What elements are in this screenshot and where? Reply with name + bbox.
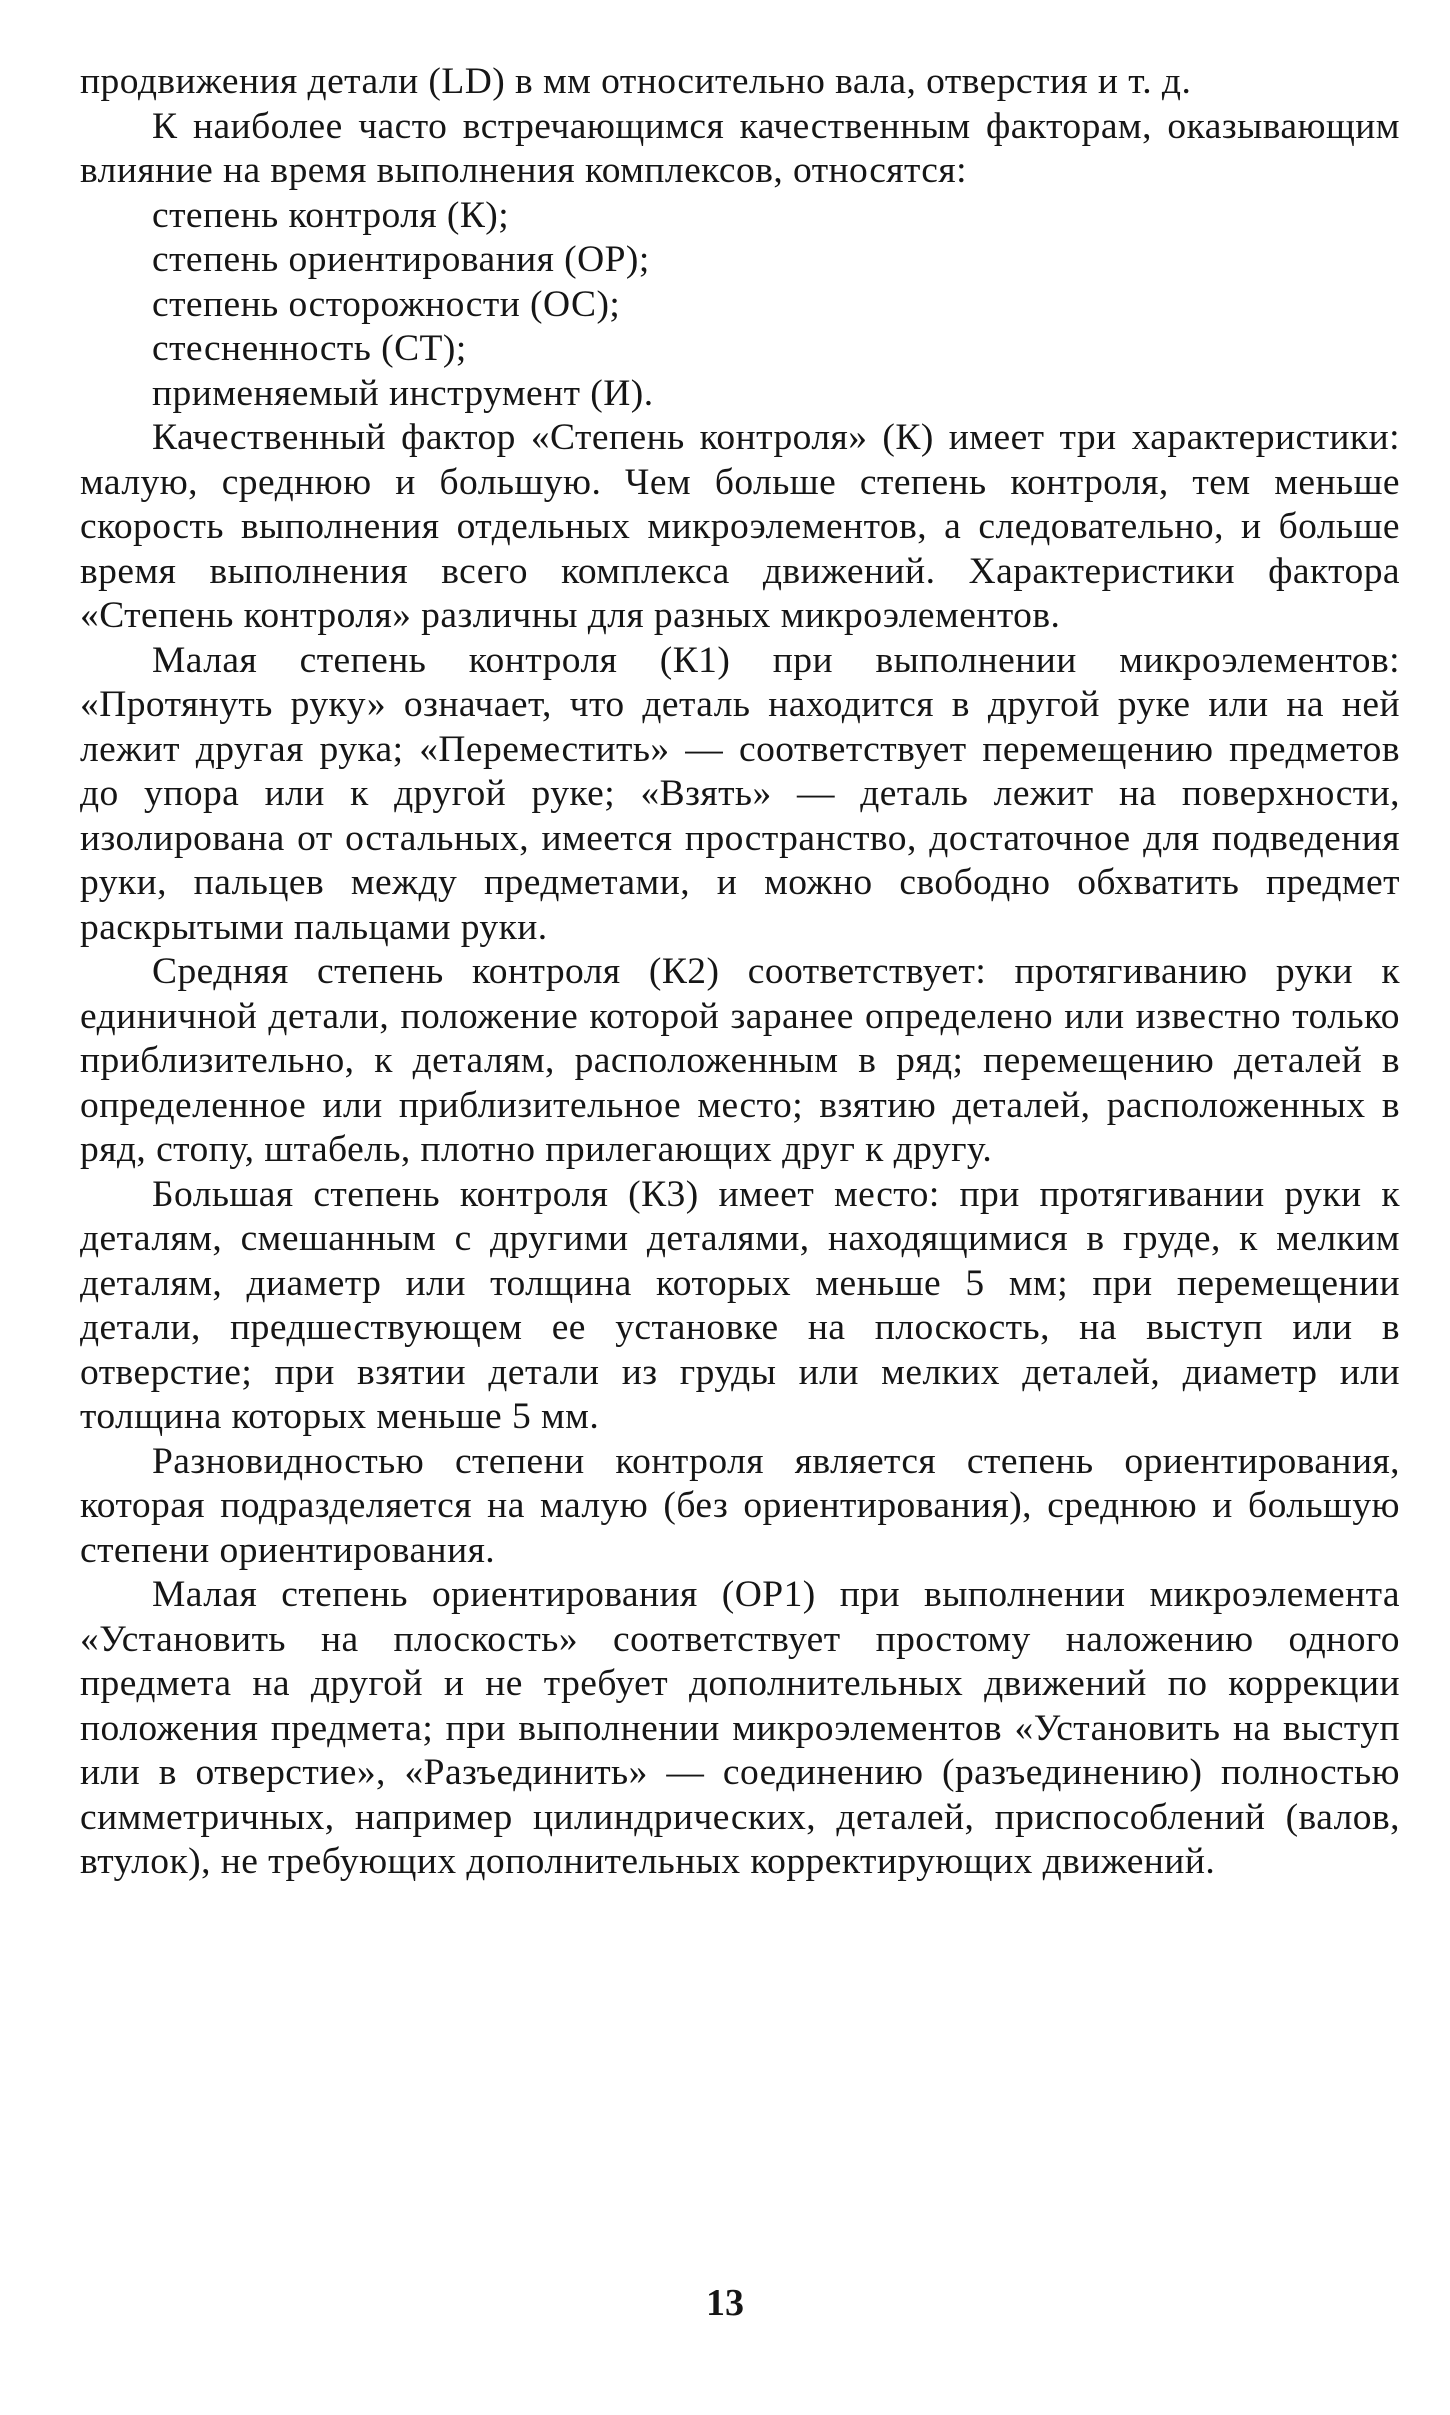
- low-orientation-paragraph: Малая степень ориентирования (ОР1) при выполнении микроэлемента «Установить на плоскость» соответствует простому наложению одного предмета на другой и не требует дополнительных движений по коррекции положения предмета; при выполнении микроэлементов «Установить на выступ или в отверстие», «Разъединить» — соединению (разъединению) полностью симметричных, например цилиндрических, деталей, приспособлений (валов, втулок), не требующих дополнительных корректирующих движений.: [80, 1574, 1400, 1882]
- medium-control-paragraph: Средняя степень контроля (К2) соответствует: протягиванию руки к единичной детали, положение которой заранее определено или известно только приблизительно, к деталям, расположенным в ряд; перемещению деталей в определенное или приблизительное место; взятию деталей, расположенных в ряд, стопу, штабель, плотно прилегающих друг к другу.: [80, 951, 1400, 1170]
- orientation-degree-paragraph: Разновидностью степени контроля является степень ориентирования, которая подразделяется на малую (без ориентирования), среднюю и большую степени ориентирования.: [80, 1440, 1400, 1571]
- factor-list-item: степень осторожности (ОС);: [152, 283, 621, 325]
- factors-list: [80, 194, 1400, 417]
- factor-list-item: стесненность (СТ);: [152, 328, 467, 369]
- factors-intro-paragraph: К наиболее часто встречающимся качественным факторам, оказывающим влияние на время выполнения комплексов, относятся:: [80, 105, 1400, 191]
- intro-continuation-paragraph: продвижения детали (LD) в мм относительно вала, отверстия и т. д.: [80, 61, 1192, 102]
- factor-list-item: степень ориентирования (ОР);: [152, 239, 650, 280]
- factor-list-item: степень контроля (К);: [152, 194, 510, 236]
- control-degree-paragraph: Качественный фактор «Степень контроля» (К) имеет три характеристики: малую, среднюю и большую. Чем больше степень контроля, тем меньше скорость выполнения отдельных микроэлементов, а следовательно, и больше время выполнения всего комплекса движений. Характеристики фактора «Степень контроля» различны для разных микроэлементов.: [80, 417, 1400, 636]
- factor-list-item: применяемый инструмент (И).: [152, 372, 654, 414]
- high-control-paragraph: Большая степень контроля (К3) имеет место: при протягивании руки к деталям, смешанным с другими деталями, находящимися в груде, к мелким деталям, диаметр или толщина которых меньше 5 мм; при перемещении детали, предшествующем ее установке на плоскость, на выступ или в отверстие; при взятии детали из груды или мелких деталей, диаметр или толщина которых меньше 5 мм.: [80, 1173, 1400, 1437]
- page-number: 13: [706, 2282, 744, 2324]
- low-control-paragraph: Малая степень контроля (К1) при выполнении микроэлементов: «Протянуть руку» означает, что деталь находится в другой руке или на ней лежит другая рука; «Переместить» — соответствует перемещению предметов до упора или к другой руке; «Взять» — деталь лежит на поверхности, изолирована от остальных, имеется пространство, достаточное для подведения руки, пальцев между предметами, и можно свободно обхватить предмет раскрытыми пальцами руки.: [80, 639, 1400, 948]
- page-body: [80, 60, 1400, 1885]
